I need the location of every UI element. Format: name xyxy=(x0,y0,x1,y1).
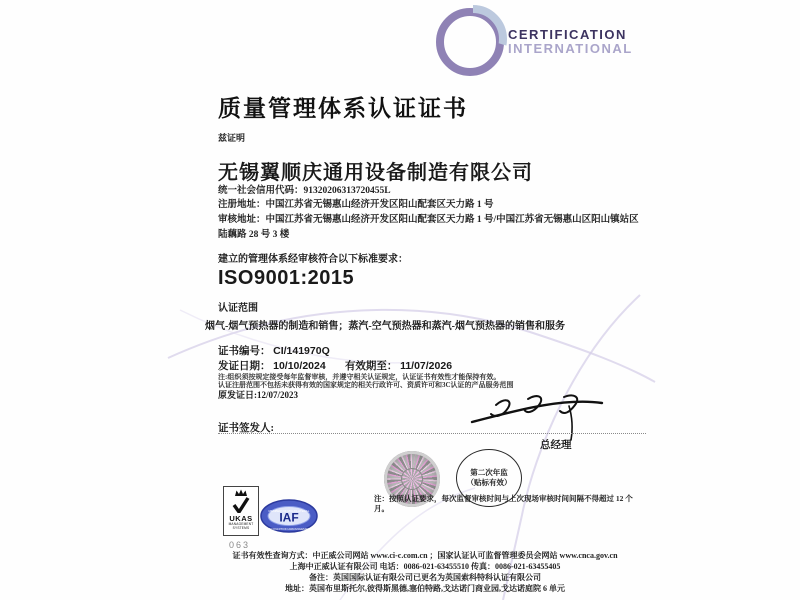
original-issue-date: 原发证日:12/07/2023 xyxy=(218,390,298,400)
annual-seal-line1: 第二次年监 xyxy=(470,468,508,477)
sticker-note: 注：按照认证要求，每次监督审核时间与上次现场审核时间间隔不得超过 12 个月。 xyxy=(374,494,633,513)
audit-address: 审核地址：中国江苏省无锡惠山经济开发区阳山配套区天力路 1 号/中国江苏省无锡惠山区阳山镇站区陆藕路 28 号 3 楼 xyxy=(218,215,639,240)
crown-icon xyxy=(234,489,248,497)
brand-logo xyxy=(436,8,504,76)
footer-line-contact: 上海中正威认证有限公司 电话：0086-021-63455510 传真：0086-021-63455405 xyxy=(289,562,561,571)
iaf-bottom-text: RECOGNITION ARRANGEMENT xyxy=(266,527,312,531)
annual-seal-line2: （贴标有效） xyxy=(466,478,512,487)
expiry-date-label: 有效期至： xyxy=(344,361,398,372)
ukas-word: UKAS xyxy=(229,514,253,523)
issue-date-label: 发证日期： xyxy=(218,361,271,372)
issuer-label: 证书签发人: xyxy=(218,423,274,434)
ukas-logo xyxy=(223,486,259,536)
iaf-logo xyxy=(260,499,318,533)
footer-line-validity: 证书有效性查询方式：中正威公司网站 www.ci-c.com.cn ；国家认证认可监督管理委员会网站 www.cnca.gov.cn xyxy=(232,551,618,560)
iaf-top-text: MEMBER OF MULTILATERAL xyxy=(268,509,310,513)
standard-code: ISO9001:2015 xyxy=(218,267,355,289)
credit-code: 统一社会信用代码：91320206313720455L xyxy=(218,186,391,196)
expiry-date-value: 11/07/2026 xyxy=(400,360,453,372)
ukas-subtitle: MANAGEMENT SYSTEMS xyxy=(228,522,254,530)
brand-name-line2: INTERNATIONAL xyxy=(508,41,633,56)
signer-title: 总经理 xyxy=(540,440,572,451)
checkmark-icon xyxy=(231,497,251,513)
brand-name-line1: CERTIFICATION xyxy=(508,27,627,42)
footer-block xyxy=(195,550,655,594)
signature-line xyxy=(218,433,646,434)
footer-line-address: 地址：英国布里斯托尔,彼得斯黑德,塞伯特路,戈达诺门商业园,戈达诺庭院 6 单元 xyxy=(285,584,565,593)
standard-intro: 建立的管理体系经审核符合以下标准要求： xyxy=(218,254,408,265)
issue-date-value: 10/10/2024 xyxy=(273,360,326,372)
certificate-title: 质量管理体系认证证书 xyxy=(218,96,468,121)
cert-number-value: CI/141970Q xyxy=(273,345,330,357)
certify-label: 兹证明 xyxy=(218,133,246,143)
signature-handwriting xyxy=(468,388,608,446)
footer-line-rename-note: 备注：英国国际认证有限公司已更名为英国索科特科认证有限公司 xyxy=(309,573,541,582)
cert-note-1: 注:组织须按规定接受每年监督审核，并遵守相关认证规定，认证证书有效性才能保持有效。 xyxy=(218,373,501,381)
registered-address: 注册地址：中国江苏省无锡惠山经济开发区阳山配套区天力路 1 号 xyxy=(218,200,494,210)
cert-dates-line xyxy=(218,358,452,373)
cert-number-label: 证书编号： xyxy=(218,346,271,357)
holographic-sticker-center-icon xyxy=(401,468,423,490)
ukas-number: 063 xyxy=(229,540,251,550)
iaf-word: IAF xyxy=(279,510,299,525)
cert-note-2: 认证注册范围不包括未获得有效的国家规定的相关行政许可、资质许可和3C认证的产品服务范围 xyxy=(218,381,514,389)
scope-text: 烟气-烟气预热器的制造和销售；蒸汽-空气预热器和蒸汽-烟气预热器的销售和服务 xyxy=(205,321,565,332)
scope-label: 认证范围 xyxy=(218,303,258,314)
company-name: 无锡翼顺庆通用设备制造有限公司 xyxy=(218,162,533,184)
cert-number-line xyxy=(218,343,330,358)
